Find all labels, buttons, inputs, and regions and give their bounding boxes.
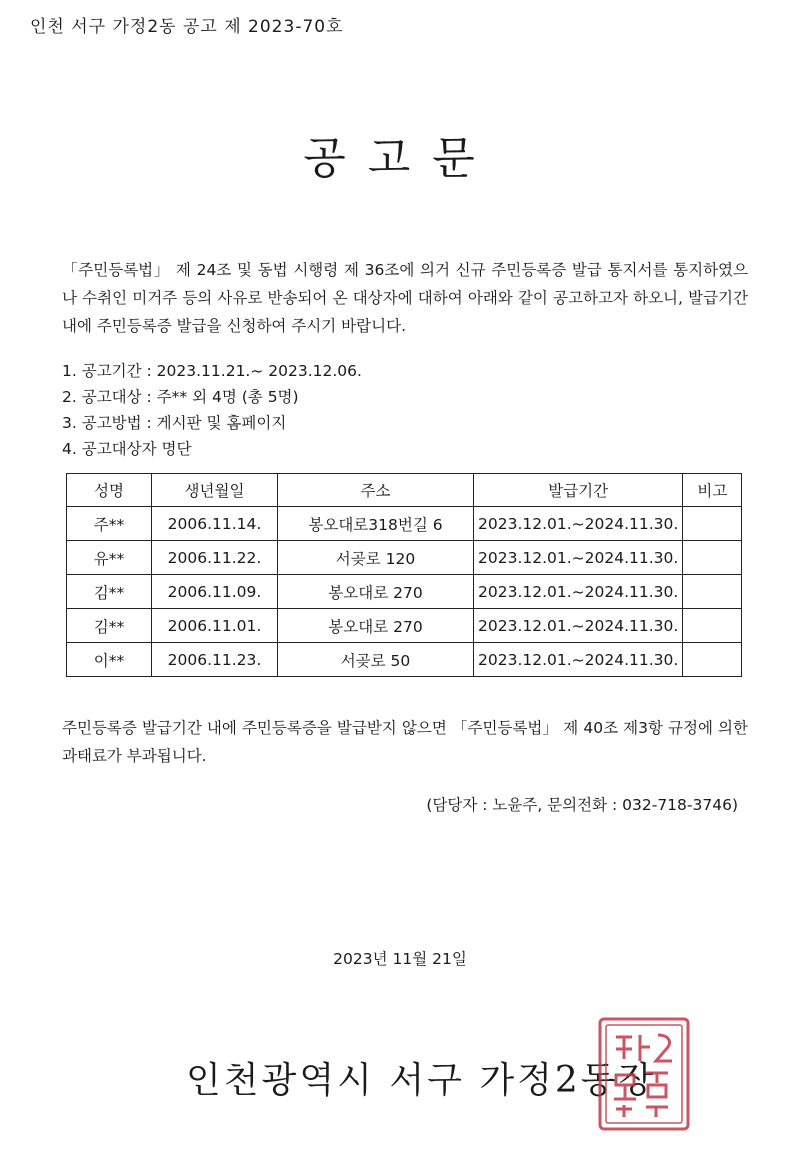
column-header-address: 주소 bbox=[278, 474, 474, 507]
cell-issue-period: 2023.12.01.~2024.11.30. bbox=[474, 507, 683, 541]
cell-address: 서곶로 50 bbox=[278, 643, 474, 677]
column-header-issue-period: 발급기간 bbox=[474, 474, 683, 507]
table-row bbox=[67, 507, 742, 541]
cell-address: 봉오대로 270 bbox=[278, 609, 474, 643]
cell-birthdate: 2006.11.01. bbox=[152, 609, 278, 643]
page-title: 공고문 bbox=[303, 133, 497, 184]
signatory-name: 인천광역시 서구 가정2동장 bbox=[186, 1060, 657, 1101]
cell-remarks bbox=[683, 643, 742, 677]
intro-paragraph: 「주민등록법」 제 24조 및 동법 시행령 제 36조에 의거 신규 주민등록증 발급 통지서를 통지하였으나 수취인 미거주 등의 사유로 반송되어 온 대상자에 대하여 아래와 같이 공고하고자 하오니, 발급기간 내에 주민등록증 발급을 신청하여 주시기 바랍니다. bbox=[62, 261, 748, 335]
cell-address: 서곶로 120 bbox=[278, 541, 474, 575]
cell-address: 봉오대로318번길 6 bbox=[278, 507, 474, 541]
cell-issue-period: 2023.12.01.~2024.11.30. bbox=[474, 609, 683, 643]
list-item-period: 1. 공고기간 : 2023.11.21.~ 2023.12.06. bbox=[62, 362, 362, 380]
cell-birthdate: 2006.11.09. bbox=[152, 575, 278, 609]
list-item-target: 2. 공고대상 : 주** 외 4명 (총 5명) bbox=[62, 388, 299, 406]
cell-remarks bbox=[683, 575, 742, 609]
penalty-notice: 주민등록증 발급기간 내에 주민등록증을 발급받지 않으면 「주민등록법」 제 40조 제3항 규정에 의한 과태료가 부과됩니다. bbox=[62, 719, 748, 765]
cell-remarks bbox=[683, 507, 742, 541]
column-header-birthdate: 생년월일 bbox=[152, 474, 278, 507]
column-header-remarks: 비고 bbox=[683, 474, 742, 507]
cell-remarks bbox=[683, 541, 742, 575]
cell-issue-period: 2023.12.01.~2024.11.30. bbox=[474, 541, 683, 575]
cell-birthdate: 2006.11.23. bbox=[152, 643, 278, 677]
cell-address: 봉오대로 270 bbox=[278, 575, 474, 609]
notice-items-list bbox=[62, 358, 362, 462]
cell-name: 김** bbox=[67, 609, 152, 643]
list-item-roster: 4. 공고대상자 명단 bbox=[62, 440, 192, 458]
cell-issue-period: 2023.12.01.~2024.11.30. bbox=[474, 575, 683, 609]
official-seal-icon bbox=[596, 1015, 692, 1133]
issue-date: 2023년 11월 21일 bbox=[333, 950, 467, 968]
list-item-method: 3. 공고방법 : 게시판 및 홈페이지 bbox=[62, 414, 287, 432]
roster-table bbox=[66, 473, 742, 677]
cell-birthdate: 2006.11.22. bbox=[152, 541, 278, 575]
cell-name: 이** bbox=[67, 643, 152, 677]
cell-birthdate: 2006.11.14. bbox=[152, 507, 278, 541]
table-row bbox=[67, 541, 742, 575]
cell-issue-period: 2023.12.01.~2024.11.30. bbox=[474, 643, 683, 677]
cell-name: 김** bbox=[67, 575, 152, 609]
table-row bbox=[67, 609, 742, 643]
cell-name: 주** bbox=[67, 507, 152, 541]
table-header-row bbox=[67, 474, 742, 507]
cell-name: 유** bbox=[67, 541, 152, 575]
table-row bbox=[67, 575, 742, 609]
document-number: 인천 서구 가정2동 공고 제 2023-70호 bbox=[30, 17, 344, 37]
table-row bbox=[67, 643, 742, 677]
column-header-name: 성명 bbox=[67, 474, 152, 507]
contact-info: (담당자 : 노윤주, 문의전화 : 032-718-3746) bbox=[426, 796, 738, 814]
cell-remarks bbox=[683, 609, 742, 643]
